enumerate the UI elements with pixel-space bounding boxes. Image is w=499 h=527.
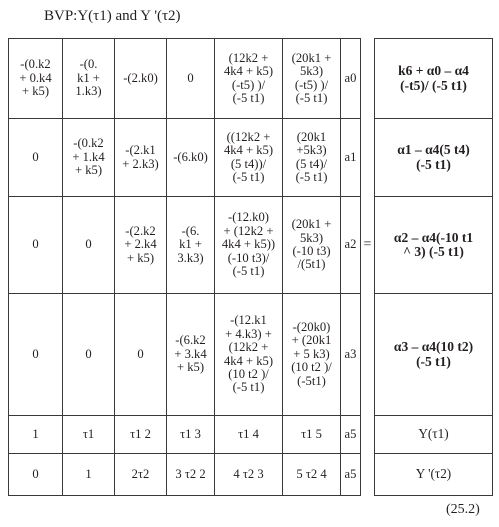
matrix-cell: 1 xyxy=(63,454,115,496)
matrix-cell: -(2.k0) xyxy=(115,39,167,119)
rhs-cell: α1 – α4(5 t4) (-5 t1) xyxy=(375,119,493,197)
matrix-cell: -(6. k1 + 3.k3) xyxy=(167,197,215,294)
matrix-cell: τ1 3 xyxy=(167,416,215,454)
matrix-cell: -(0. k1 + 1.k3) xyxy=(63,39,115,119)
equals-gap xyxy=(361,294,375,416)
matrix-cell: (12k2 + 4k4 + k5) (-t5) )/ (-5 t1) xyxy=(215,39,283,119)
unknown-cell: a2 xyxy=(341,197,361,294)
matrix-cell: τ1 5 xyxy=(283,416,341,454)
unknown-cell: a5 xyxy=(341,416,361,454)
matrix-cell: (20k1 + 5k3) (-10 t3) /(5t1) xyxy=(283,197,341,294)
matrix-row-4 xyxy=(9,416,493,454)
matrix-cell: -(12.k0) + (12k2 + 4k4 + k5)) (-10 t3)/ (-5 t1) xyxy=(215,197,283,294)
title-text: BVP:Y(τ1) and Y '(τ2) xyxy=(44,8,181,24)
matrix-row-3 xyxy=(9,294,493,416)
matrix-cell: (20k1 + 5k3) (-t5) )/ (-5 t1) xyxy=(283,39,341,119)
matrix-cell: 0 xyxy=(115,294,167,416)
matrix-cell: 0 xyxy=(9,454,63,496)
matrix-cell: -(6.k0) xyxy=(167,119,215,197)
rhs-cell: α3 – α4(10 t2) (-5 t1) xyxy=(375,294,493,416)
matrix-cell: 0 xyxy=(9,119,63,197)
matrix-row-0 xyxy=(9,39,493,119)
rhs-cell: k6 + α0 – α4 (-t5)/ (-5 t1) xyxy=(375,39,493,119)
rhs-cell: Y(τ1) xyxy=(375,416,493,454)
matrix-cell: 0 xyxy=(167,39,215,119)
unknown-cell: a1 xyxy=(341,119,361,197)
matrix-cell: -(20k0) + (20k1 + 5 k3) (10 t2 )/ (-5t1) xyxy=(283,294,341,416)
unknown-cell: a0 xyxy=(341,39,361,119)
matrix-cell: 5 τ2 4 xyxy=(283,454,341,496)
matrix-row-2 xyxy=(9,197,493,294)
matrix-row-5 xyxy=(9,454,493,496)
matrix-cell: 2τ2 xyxy=(115,454,167,496)
matrix-cell: 3 τ2 2 xyxy=(167,454,215,496)
matrix-row-1 xyxy=(9,119,493,197)
matrix-cell: -(2.k2 + 2.k4 + k5) xyxy=(115,197,167,294)
equals-gap xyxy=(361,454,375,496)
rhs-cell: α2 – α4(-10 t1 ^ 3) (-5 t1) xyxy=(375,197,493,294)
matrix-cell: 0 xyxy=(9,294,63,416)
matrix-cell: -(0.k2 + 0.k4 + k5) xyxy=(9,39,63,119)
equals-gap xyxy=(361,119,375,197)
equation-number: (25.2) xyxy=(446,502,480,517)
matrix-cell: τ1 xyxy=(63,416,115,454)
matrix-cell: 0 xyxy=(63,294,115,416)
matrix-cell: 0 xyxy=(63,197,115,294)
matrix-cell: 1 xyxy=(9,416,63,454)
matrix-cell: τ1 2 xyxy=(115,416,167,454)
matrix-cell: -(6.k2 + 3.k4 + k5) xyxy=(167,294,215,416)
equals-sign: = xyxy=(363,236,372,252)
matrix-cell: 0 xyxy=(9,197,63,294)
equals-gap xyxy=(361,416,375,454)
rhs-cell: Y '(τ2) xyxy=(375,454,493,496)
matrix-cell: τ1 4 xyxy=(215,416,283,454)
matrix-cell: -(12.k1 + 4.k3) + (12k2 + 4k4 + k5) (10 t2 )/ (-5 t1) xyxy=(215,294,283,416)
page-title xyxy=(44,8,181,25)
matrix-cell: (20k1 +5k3) (5 t4)/ (-5 t1) xyxy=(283,119,341,197)
matrix-cell: -(0.k2 + 1.k4 + k5) xyxy=(63,119,115,197)
bvp-matrix-table xyxy=(8,38,493,496)
matrix-cell: 4 τ2 3 xyxy=(215,454,283,496)
unknown-cell: a3 xyxy=(341,294,361,416)
unknown-cell: a5 xyxy=(341,454,361,496)
matrix-cell: ((12k2 + 4k4 + k5) (5 t4))/ (-5 t1) xyxy=(215,119,283,197)
equals-gap xyxy=(361,39,375,119)
matrix-cell: -(2.k1 + 2.k3) xyxy=(115,119,167,197)
